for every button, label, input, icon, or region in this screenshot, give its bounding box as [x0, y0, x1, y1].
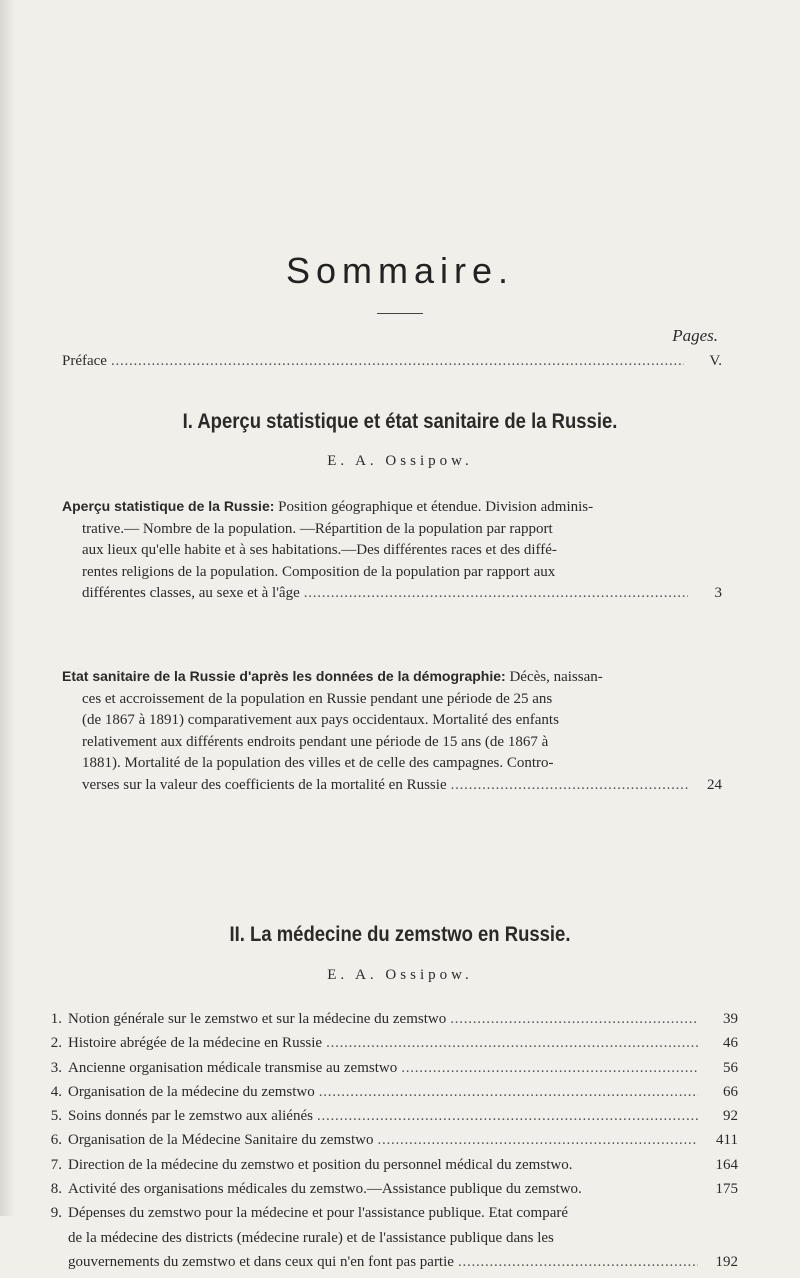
leader-dots: [401, 1060, 698, 1077]
item-text: Histoire abrégée de la médecine en Russie: [68, 1035, 323, 1052]
leader-dots: [111, 353, 684, 370]
item9-page: 192: [715, 1253, 738, 1270]
item-number: 3.: [50, 1059, 62, 1076]
entry2-lead: Etat sanitaire de la Russie d'après les données de la démographie:: [62, 668, 506, 684]
entry1-lead: Aperçu statistique de la Russie:: [62, 498, 275, 514]
entry1-page: 3: [714, 585, 722, 602]
entry2-last-line: [62, 775, 722, 797]
entry2-line5: 1881). Mortalité de la population des villes et de celle des campagnes. Contro-: [82, 755, 554, 772]
item-text: Direction de la médecine du zemstwo et position du personnel médical du zemstwo.: [68, 1156, 573, 1173]
entry1-line1: Position géographique et étendue. Division adminis-: [274, 499, 594, 515]
part1-heading: I. Aperçu statistique et état sanitaire de la Russie.: [182, 410, 618, 433]
item9-line2: de la médecine des districts (médecine rurale) et de l'assistance publique dans les: [68, 1229, 554, 1246]
title-rule: [377, 313, 423, 314]
list-item: [44, 1132, 738, 1156]
entry2-line3: (de 1867 à 1891) comparativement aux pays occidentaux. Mortalité des enfants: [82, 712, 559, 729]
item-page: 39: [723, 1011, 738, 1027]
leader-dots: [458, 1254, 698, 1271]
item-page: 411: [716, 1132, 738, 1149]
leader-dots: [304, 583, 688, 605]
item-page: 164: [715, 1156, 738, 1173]
list-item: [44, 1035, 738, 1059]
pages-column-label: Pages.: [672, 326, 718, 345]
item-text: Activité des organisations médicales du zemstwo.—Assistance publique du zemstwo.: [68, 1181, 582, 1198]
binding-gutter: [0, 0, 14, 1216]
entry1-line2: trative.— Nombre de la population. —Répartition de la population par rapport: [82, 520, 553, 537]
leader-dots: [377, 1132, 698, 1149]
item-text: Organisation de la médecine du zemstwo: [68, 1083, 315, 1100]
item-page: 66: [723, 1083, 738, 1100]
part2-author: [0, 967, 800, 984]
list-item: [44, 1084, 738, 1108]
part1-entry-2: [62, 666, 722, 797]
item-number: 7.: [50, 1156, 62, 1173]
entry1-line3: aux lieux qu'elle habite et à ses habitations.—Des différentes races et des diffé-: [82, 542, 557, 559]
item-text: Notion générale sur le zemstwo et sur la médecine du zemstwo: [68, 1011, 447, 1027]
entry2-page: 24: [707, 776, 722, 793]
entry1-line5: différentes classes, au sexe et à l'âge: [82, 585, 300, 602]
leader-dots: [319, 1084, 698, 1101]
item-number: 1.: [50, 1011, 62, 1027]
item-page: 92: [723, 1108, 738, 1125]
list-item: [44, 1181, 738, 1205]
leader-dots: [326, 1035, 698, 1052]
toc-preface: [62, 353, 722, 370]
entry2-line1: Décès, naissan-: [505, 669, 603, 685]
list-item: [44, 1157, 738, 1181]
item9-line3: gouvernements du zemstwo et dans ceux qui n'en font pas partie: [68, 1253, 454, 1270]
item-text: Dépenses du zemstwo pour la médecine et pour l'assistance publique. Etat comparé: [68, 1205, 569, 1222]
part2-heading: II. La médecine du zemstwo en Russie.: [229, 923, 571, 946]
part1-author-name: E. A. Ossipow.: [327, 453, 473, 469]
item-number: 9.: [50, 1205, 62, 1222]
item-text: Organisation de la Médecine Sanitaire du zemstwo: [68, 1132, 374, 1149]
leader-dots: [451, 775, 688, 797]
preface-page: V.: [709, 353, 722, 369]
item-number: 6.: [50, 1132, 62, 1149]
entry2-line2: ces et accroissement de la population en Russie pendant une période de 25 ans: [82, 690, 553, 707]
entry1-last-line: [62, 583, 722, 605]
list-item: [44, 1011, 738, 1035]
leader-dots: [450, 1011, 698, 1028]
part1-entry-1: [62, 496, 722, 605]
item-page: 46: [723, 1035, 738, 1052]
page-title: Sommaire.: [285, 250, 515, 291]
part2-items: [44, 1011, 738, 1278]
preface-label: Préface: [62, 353, 107, 369]
item-page: 56: [723, 1059, 738, 1076]
entry2-line4: relativement aux différents endroits pendant une période de 15 ans (de 1867 à: [82, 733, 549, 750]
item-text: Ancienne organisation médicale transmise au zemstwo: [68, 1059, 398, 1076]
part2-author-name: E. A. Ossipow.: [327, 967, 473, 983]
list-item: [44, 1060, 738, 1084]
item-number: 5.: [50, 1108, 62, 1125]
part1-author: [0, 453, 800, 470]
list-item: [44, 1205, 738, 1229]
item-number: 2.: [50, 1035, 62, 1052]
item-text: Soins donnés par le zemstwo aux aliénés: [68, 1108, 313, 1125]
item-number: 8.: [50, 1181, 62, 1198]
item9-last-line: [44, 1254, 738, 1278]
leader-dots: [317, 1108, 698, 1125]
item-number: 4.: [50, 1083, 62, 1100]
list-item: [44, 1108, 738, 1132]
entry2-line6: verses sur la valeur des coefficients de la mortalité en Russie: [82, 776, 447, 793]
item-page: 175: [715, 1181, 738, 1198]
entry1-line4: rentes religions de la population. Composition de la population par rapport aux: [82, 563, 556, 580]
